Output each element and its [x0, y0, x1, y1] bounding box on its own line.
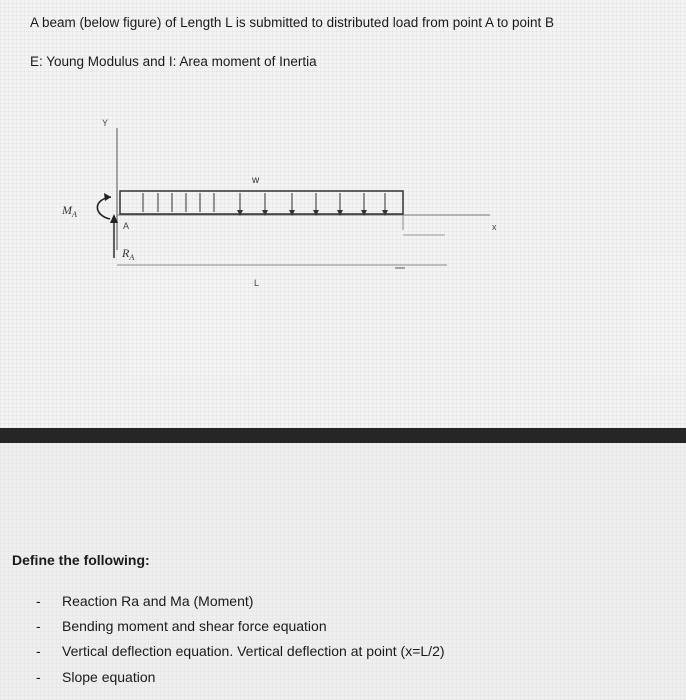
- list-bullet: -: [36, 643, 41, 659]
- problem-line-2: E: Young Modulus and I: Area moment of Inertia: [30, 54, 317, 69]
- distributed-load: [120, 191, 403, 216]
- load-arrows: [143, 193, 385, 212]
- length-label: L: [254, 278, 260, 288]
- y-axis-label: Y: [102, 118, 109, 128]
- moment-arc: [97, 197, 111, 219]
- point-a-label: A: [123, 221, 130, 231]
- definitions-heading: Define the following:: [12, 552, 150, 568]
- definitions-panel: [0, 443, 686, 700]
- list-bullet: -: [36, 669, 41, 685]
- x-axis-label: x: [492, 222, 497, 232]
- list-item-text: Reaction Ra and Ma (Moment): [62, 593, 254, 609]
- load-label: w: [252, 175, 260, 186]
- list-item-text: Vertical deflection equation. Vertical deflection at point (x=L/2): [62, 643, 445, 659]
- reaction-label: $R_A$: [122, 246, 135, 262]
- list-item-text: Slope equation: [62, 669, 156, 685]
- list-item-text: Bending moment and shear force equation: [62, 618, 327, 634]
- load-block: [120, 191, 403, 214]
- moment-label: $M_A$: [62, 203, 77, 219]
- list-bullet: -: [36, 593, 41, 609]
- list-bullet: -: [36, 618, 41, 634]
- moment-arrowhead: [104, 193, 111, 201]
- problem-line-1: A beam (below figure) of Length L is submitted to distributed load from point A to point B: [30, 15, 555, 30]
- section-divider: [0, 428, 686, 443]
